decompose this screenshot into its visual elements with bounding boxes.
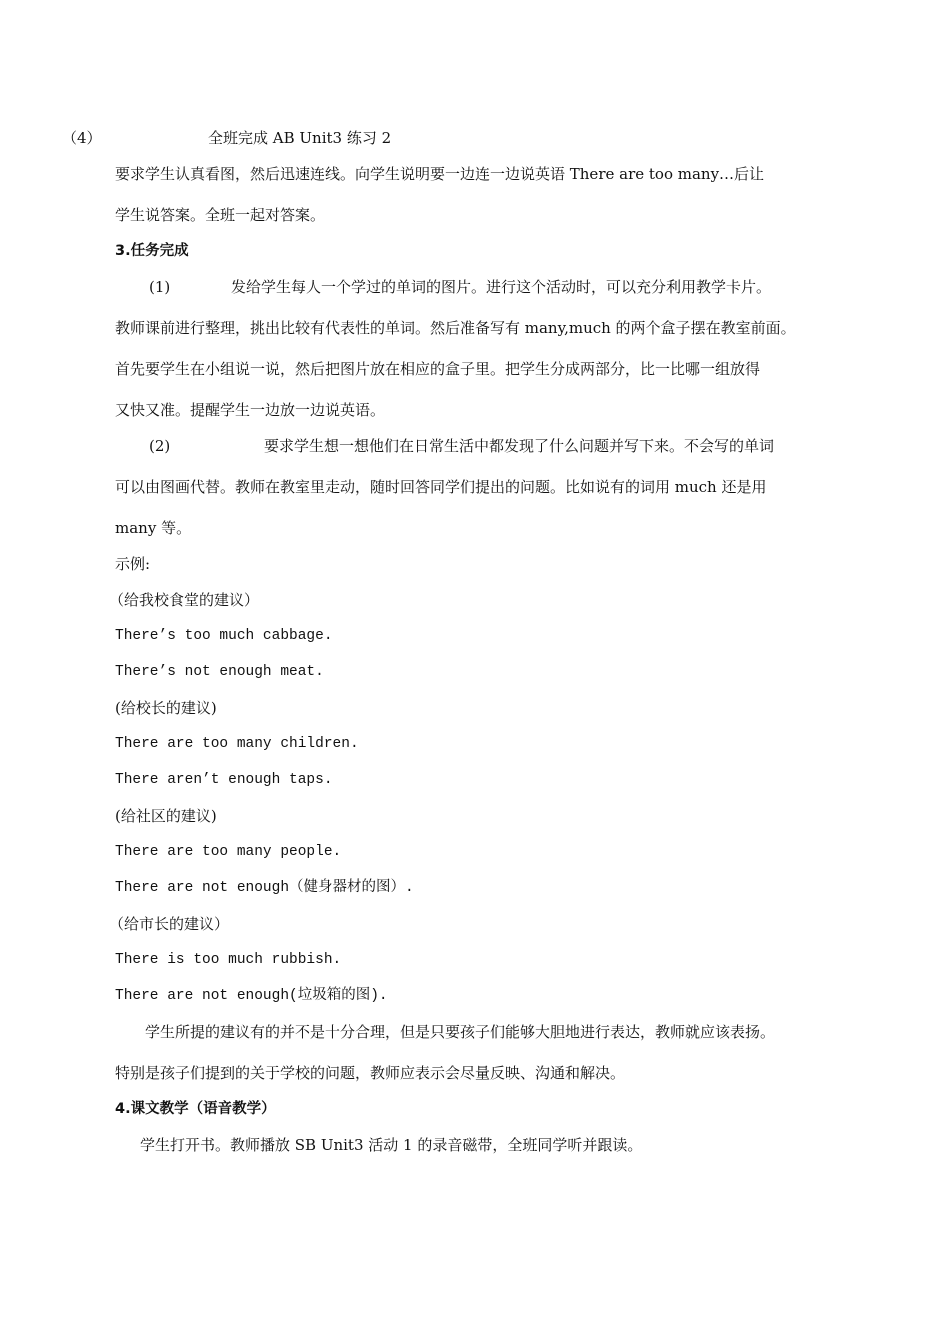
task-2-text: 要求学生想一想他们在日常生活中都发现了什么问题并写下来。不会写的单词 [264, 437, 775, 455]
example-label: 示例: [115, 555, 151, 573]
example-sentence: There’s not enough meat. [115, 664, 324, 680]
section-4-text: 学生打开书。教师播放 SB Unit3 活动 1 的录音磁带，全班同学听并跟读。 [140, 1136, 643, 1154]
example-sentence: There is too much rubbish. [115, 952, 342, 968]
summary-line: 学生所提的建议有的并不是十分合理，但是只要孩子们能够大胆地进行表达，教师就应该表扬。 [145, 1023, 776, 1041]
example-sentence: There aren’t enough taps. [115, 772, 333, 788]
section-3-heading: 3.任务完成 [115, 243, 189, 259]
summary-line: 特别是孩子们提到的关于学校的问题，教师应表示会尽量反映、沟通和解决。 [115, 1064, 626, 1082]
task-1-text: 发给学生每人一个学过的单词的图片。进行这个活动时，可以充分利用教学卡片。 [231, 278, 772, 296]
task-2-line: 可以由图画代替。教师在教室里走动，随时回答同学们提出的问题。比如说有的词用 much 还是用 [115, 478, 767, 496]
item-4-number: （4） [62, 129, 102, 147]
task-1-line: 首先要学生在小组说一说，然后把图片放在相应的盒子里。把学生分成两部分，比一比哪一组放得 [115, 360, 761, 378]
task-1-line: 教师课前进行整理，挑出比较有代表性的单词。然后准备写有 many,much 的两个盒子摆在教室前面。 [115, 319, 796, 337]
item-4-desc-line: 要求学生认真看图，然后迅速连线。向学生说明要一边连一边说英语 There are too many…后让 [115, 165, 765, 183]
example-sentence: There are not enough(垃圾箱的图). [115, 988, 388, 1004]
example-community-title: (给社区的建议) [115, 807, 217, 825]
example-sentence: There’s too much cabbage. [115, 628, 333, 644]
example-sentence: There are too many children. [115, 736, 359, 752]
task-2-number: (2) [149, 437, 171, 455]
task-1-number: (1) [149, 278, 171, 296]
task-2-line: many 等。 [115, 519, 192, 537]
example-sentence: There are not enough（健身器材的图）. [115, 880, 414, 896]
item-4-title: 全班完成 AB Unit3 练习 2 [208, 129, 392, 147]
example-canteen-title: （给我校食堂的建议） [109, 591, 260, 609]
example-principal-title: (给校长的建议) [115, 699, 217, 717]
section-4-heading: 4.课文教学（语音教学） [115, 1101, 276, 1117]
item-4-desc-line: 学生说答案。全班一起对答案。 [115, 206, 326, 224]
example-mayor-title: （给市长的建议） [109, 915, 230, 933]
example-sentence: There are too many people. [115, 844, 342, 860]
task-1-line: 又快又准。提醒学生一边放一边说英语。 [115, 401, 386, 419]
